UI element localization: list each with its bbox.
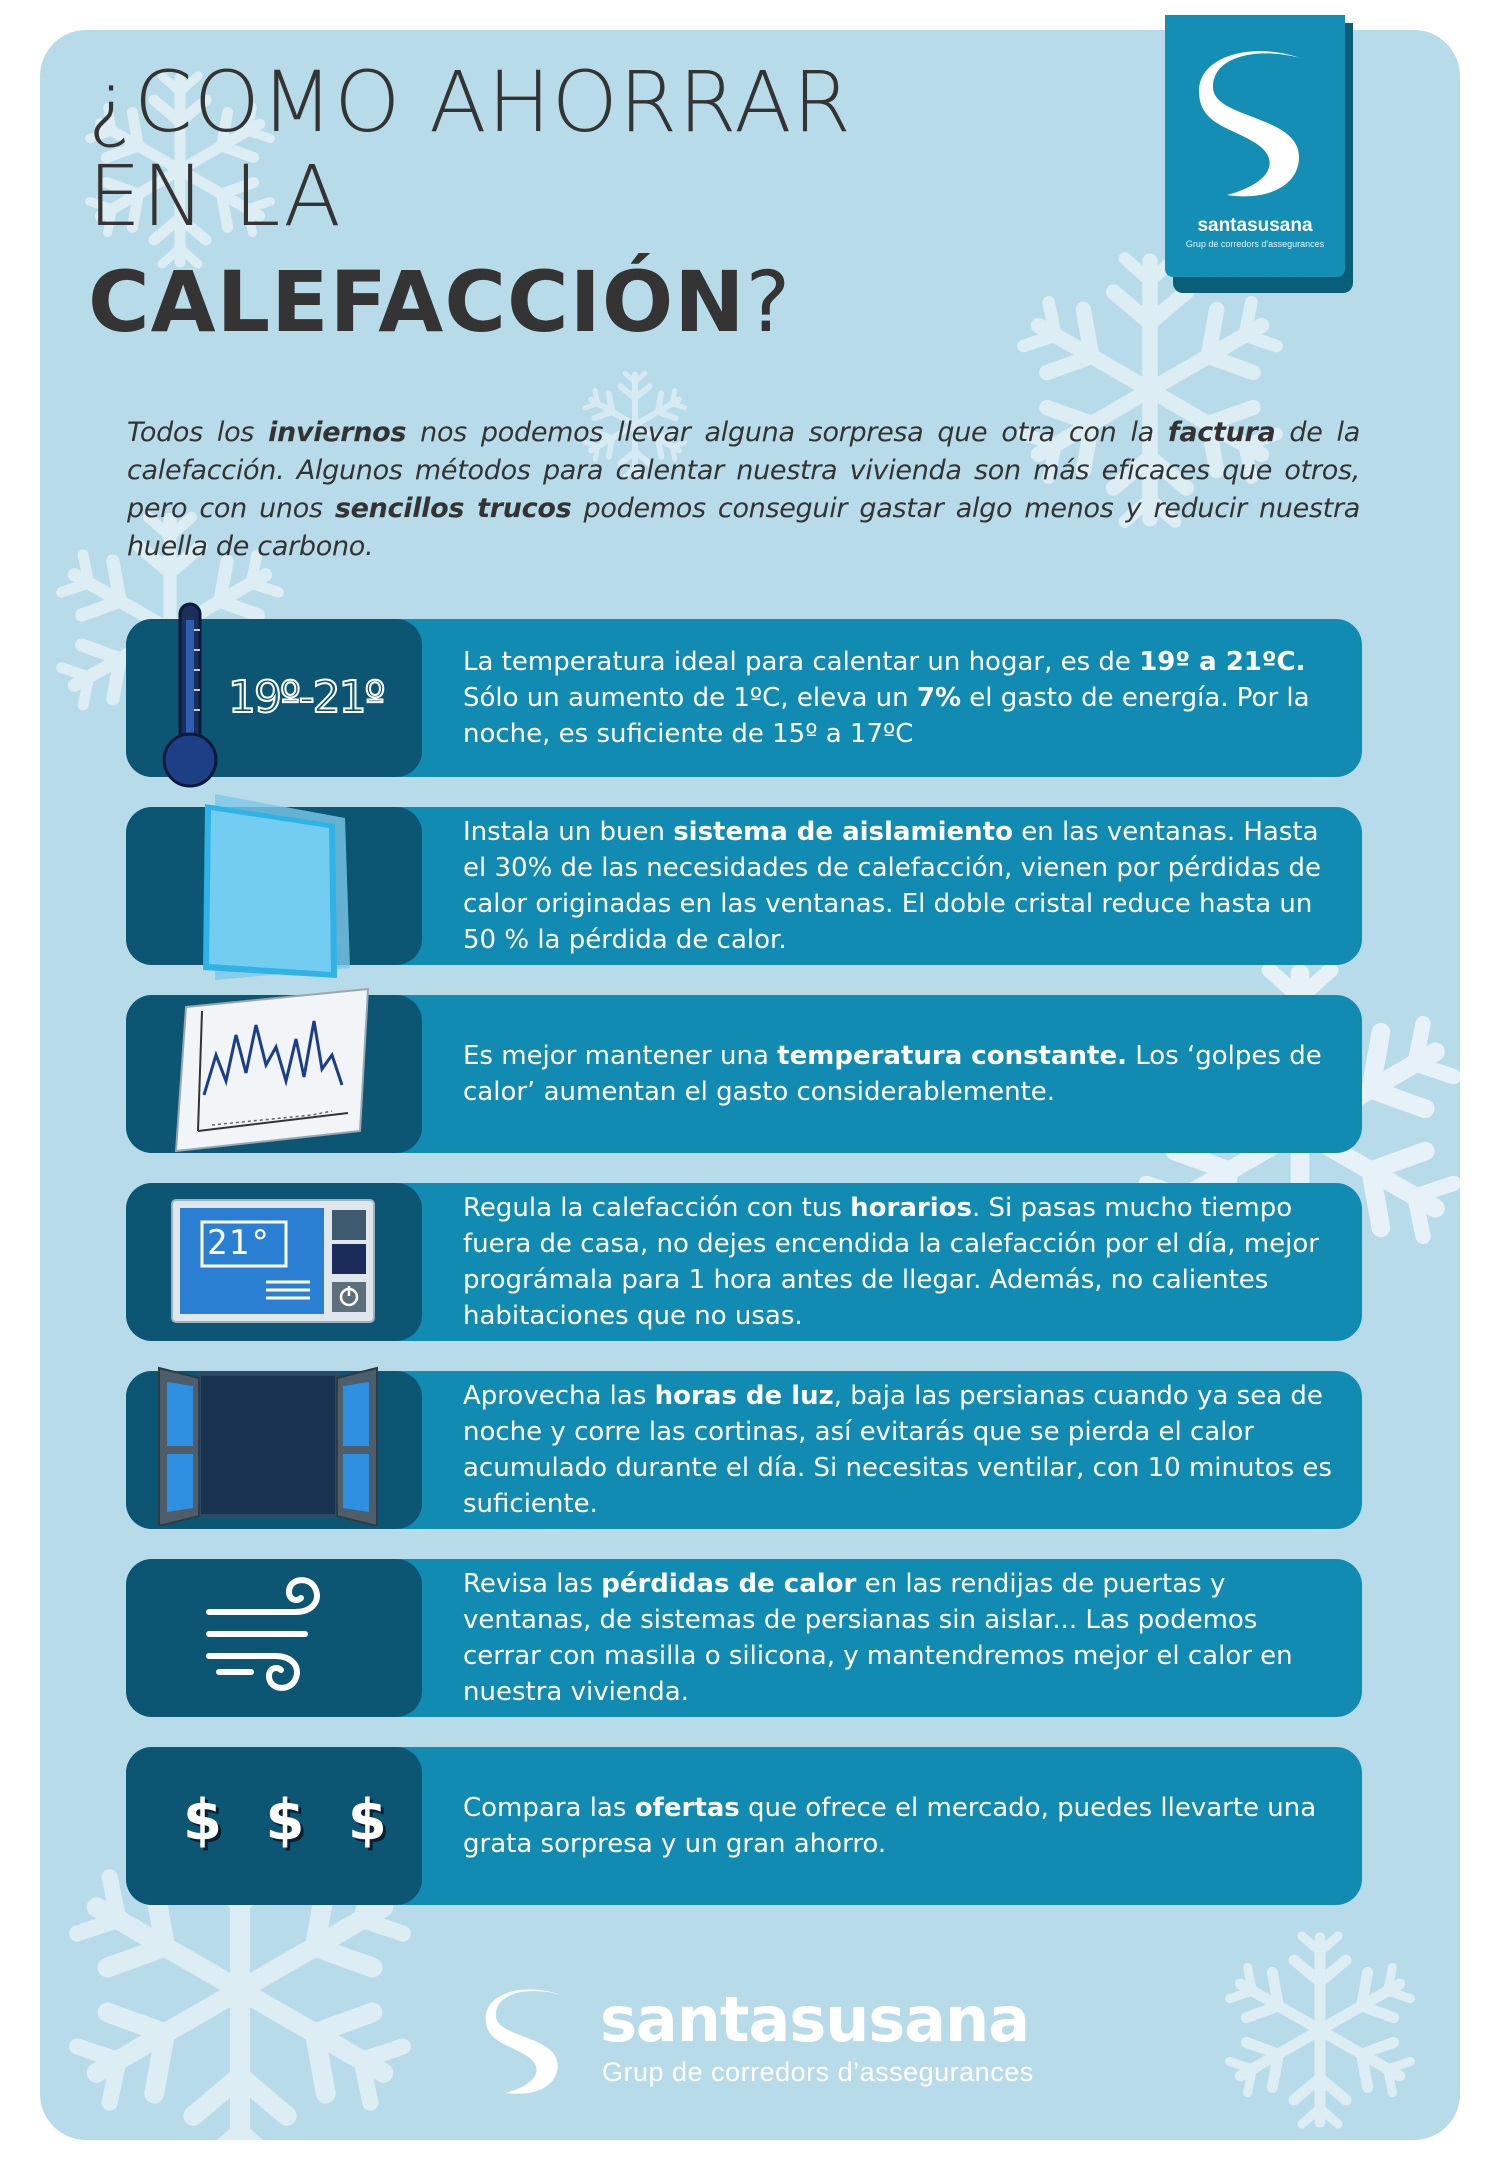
tip-text: Regula la calefacción con tus horarios. Si pasas mucho tiempo fuera de casa, no dejes encendida la calefacción por el día, mejor prográmala para 1 hora antes de llegar. Además, no calientes habitaciones que no usas.: [463, 1193, 1319, 1331]
title-line-1: ¿COMO AHORRAR: [88, 53, 852, 151]
page-title: [88, 55, 852, 361]
brand-tagline-small: Grup de corredors d'assegurances: [1185, 239, 1325, 249]
tip-text: Aprovecha las horas de luz, baja las persianas cuando ya sea de noche y corre las cortinas, así evitarás que se pierda el calor acumulado durante el día. Si necesitas ventilar, con 10 minutos es suficiente.: [463, 1381, 1332, 1519]
open-window-icon: [155, 1366, 381, 1526]
title-question-mark: ?: [745, 253, 792, 351]
title-line-3: [88, 243, 852, 361]
wind-icon: [205, 1572, 325, 1702]
intro-paragraph: Todos los inviernos nos podemos llevar alguna sorpresa que otra con la factura de la calefacción. Algunos métodos para calentar nuestra vivienda son más eficaces que otros, pero con unos sencillos trucos podemos conseguir gastar algo menos y reducir nuestra huella de carbono.: [127, 417, 1361, 562]
title-keyword: CALEFACCIÓN: [88, 253, 746, 351]
line-chart-icon: [172, 985, 372, 1155]
tip-text: Compara las ofertas que ofrece el mercado, puedes llevarte una grata sorpresa y un gran ahorro.: [463, 1793, 1317, 1859]
footer-brand-tagline: Grup de corredors d’assegurances: [602, 2057, 1034, 2087]
tip-text: La temperatura ideal para calentar un hogar, es de 19º a 21ºC. Sólo un aumento de 1ºC, eleva un 7% el gasto de energía. Por la noche, es suficiente de 15º a 17ºC: [463, 647, 1310, 749]
brand-s-logo-icon: [480, 1985, 572, 2100]
thermostat-icon: [170, 1198, 376, 1324]
tip-text: Revisa las pérdidas de calor en las rendijas de puertas y ventanas, de sistemas de persianas sin aislar... Las podemos cerrar con masilla o silicona, y mantendremos mejor el calor en nuestra vivienda.: [463, 1569, 1293, 1707]
tip-text: Es mejor mantener una temperatura constante. Los ‘golpes de calor’ aumentan el gasto considerablemente.: [463, 1041, 1322, 1107]
window-glass-icon: [185, 790, 360, 990]
tip-text: Instala un buen sistema de aislamiento en las ventanas. Hasta el 30% de las necesidades de calefacción, vienen por pérdidas de calor originadas en las ventanas. El doble cristal reduce hasta un 50 % la pérdida de calor.: [463, 817, 1321, 955]
footer-brand-name: santasusana: [600, 1983, 1030, 2056]
brand-name: santasusana: [1197, 215, 1313, 236]
title-line-2: EN LA: [88, 147, 342, 245]
dollar-icon: $ $ $: [183, 1788, 399, 1853]
footer-brand-logo: [480, 1985, 1080, 2100]
snowflake-icon: [1220, 1930, 1420, 2130]
thermostat-display-label: 21°: [207, 1223, 272, 1263]
temperature-range-label: 19º-21º: [228, 672, 384, 723]
brand-badge: [1165, 15, 1345, 285]
thermometer-icon: [160, 600, 220, 796]
brand-s-logo-icon: [1195, 45, 1315, 205]
